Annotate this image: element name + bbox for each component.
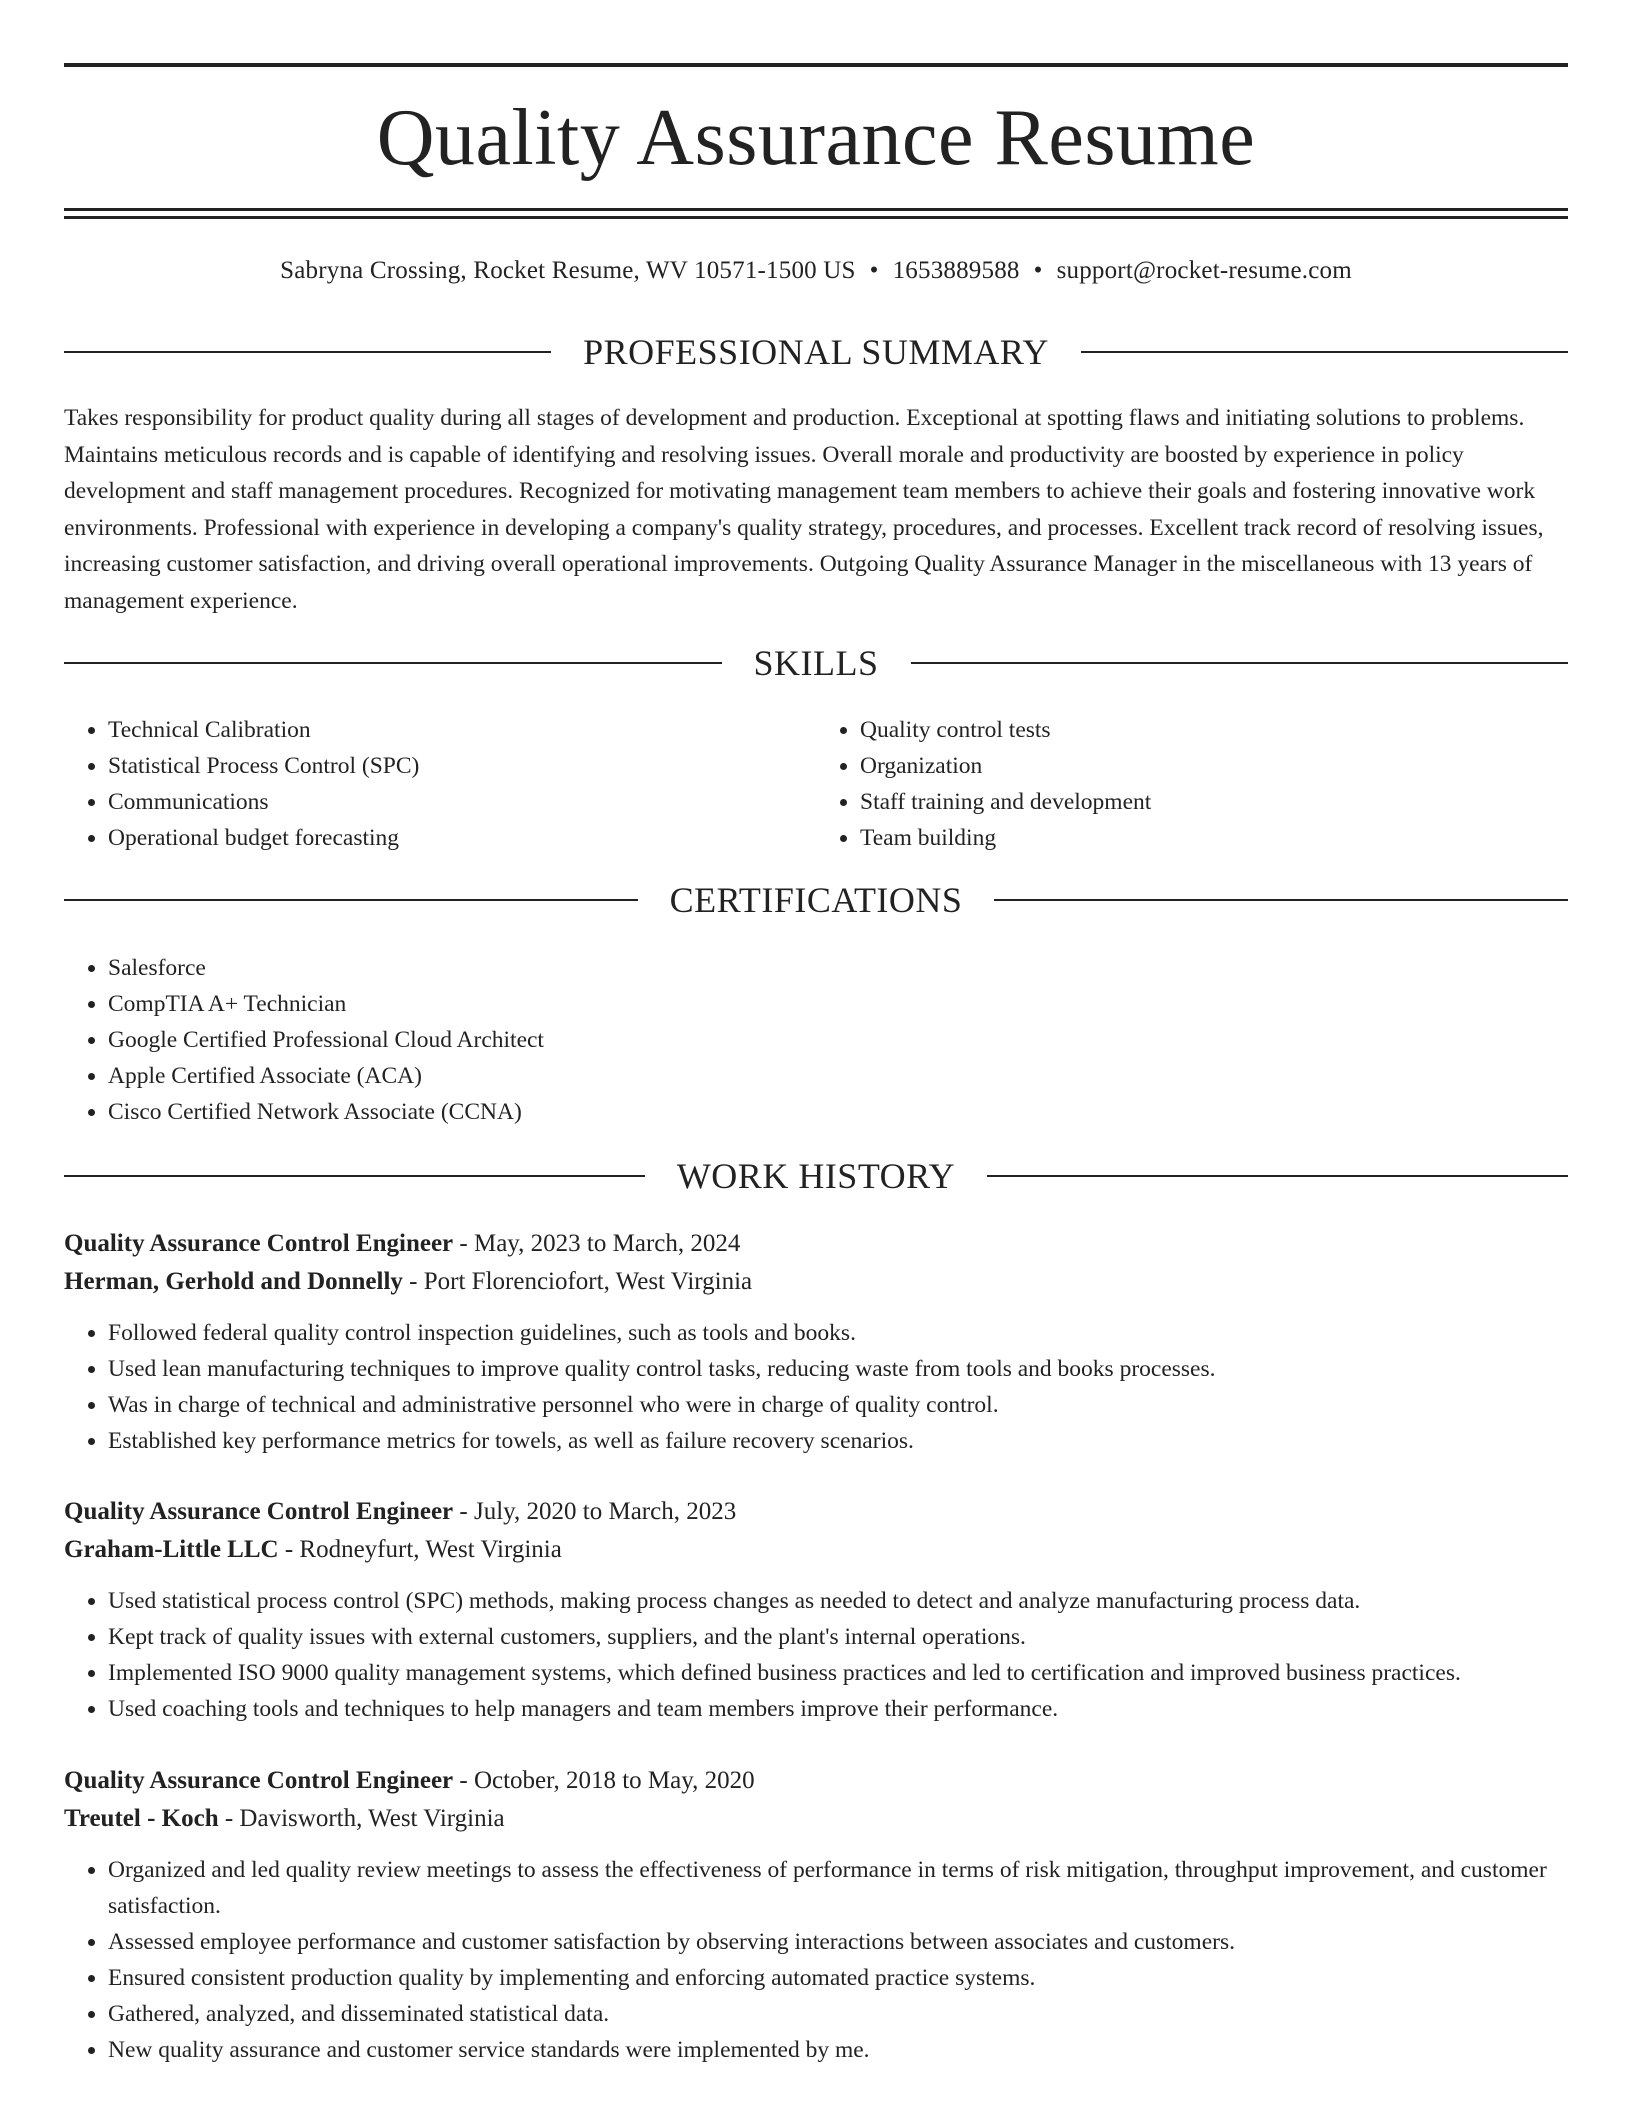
job-title-line	[64, 1225, 1568, 1263]
certifications-list	[64, 950, 1568, 1130]
job-entry	[64, 1762, 1568, 2068]
job-location: - Davisworth, West Virginia	[218, 1805, 505, 1832]
resume-title: Quality Assurance Resume	[376, 94, 1256, 182]
job-title: Quality Assurance Control Engineer	[64, 1230, 454, 1257]
skills-column-left	[64, 712, 816, 856]
section-rule-left	[64, 899, 638, 901]
skill-item: • Team building	[860, 820, 1568, 856]
section-header-work-history	[64, 1154, 1568, 1198]
section-rule-left	[64, 351, 551, 353]
job-dates: - July, 2020 to March, 2023	[453, 1498, 737, 1525]
section-header-certifications	[64, 878, 1568, 922]
section-rule-left	[64, 662, 722, 664]
job-duties	[64, 1315, 1568, 1459]
job-duty-item: • Gathered, analyzed, and disseminated statistical data.	[108, 1996, 1568, 2032]
job-company-line	[64, 1800, 1568, 1838]
certification-item: • CompTIA A+ Technician	[108, 986, 1568, 1022]
contact-phone: 1653889588	[892, 257, 1020, 284]
section-header-summary	[64, 330, 1568, 374]
job-location: - Port Florenciofort, West Virginia	[402, 1268, 753, 1295]
certification-item: • Cisco Certified Network Associate (CCNA)	[108, 1094, 1568, 1130]
job-duty-item: • Used lean manufacturing techniques to improve quality control tasks, reducing waste from tools and books processes.	[108, 1351, 1568, 1387]
section-rule-right	[911, 662, 1569, 664]
skill-item: • Organization	[860, 748, 1568, 784]
section-rule-right	[987, 1175, 1568, 1177]
skills-list	[64, 712, 1568, 856]
section-title: SKILLS	[753, 643, 879, 683]
job-duties	[64, 1852, 1568, 2068]
skill-item: • Technical Calibration	[108, 712, 816, 748]
job-title-line	[64, 1762, 1568, 1800]
job-duty-item: • Was in charge of technical and administrative personnel who were in charge of quality control.	[108, 1387, 1568, 1423]
job-company: Graham-Little LLC	[64, 1536, 279, 1563]
job-duty-item: • Kept track of quality issues with external customers, suppliers, and the plant's internal operations.	[108, 1619, 1568, 1655]
certification-item: • Google Certified Professional Cloud Architect	[108, 1022, 1568, 1058]
job-duty-item: • Used coaching tools and techniques to help managers and team members improve their performance.	[108, 1691, 1568, 1727]
job-company-line	[64, 1263, 1568, 1301]
top-divider	[64, 63, 1568, 67]
skill-item: • Quality control tests	[860, 712, 1568, 748]
job-duty-item: • Implemented ISO 9000 quality management systems, which defined business practices and led to certification and improved business practices.	[108, 1655, 1568, 1691]
job-duty-item: • Assessed employee performance and customer satisfaction by observing interactions between associates and customers.	[108, 1924, 1568, 1960]
skill-item: • Statistical Process Control (SPC)	[108, 748, 816, 784]
certification-item: • Salesforce	[108, 950, 1568, 986]
section-title: PROFESSIONAL SUMMARY	[583, 332, 1049, 372]
title-divider-lower	[64, 216, 1568, 219]
contact-line	[64, 254, 1568, 288]
certification-item: • Apple Certified Associate (ACA)	[108, 1058, 1568, 1094]
contact-address: Sabryna Crossing, Rocket Resume, WV 10571-1500 US	[280, 257, 856, 284]
job-title: Quality Assurance Control Engineer	[64, 1767, 454, 1794]
job-dates: - October, 2018 to May, 2020	[453, 1767, 755, 1794]
job-company-line	[64, 1531, 1568, 1569]
contact-separator: •	[869, 257, 879, 284]
job-entry	[64, 1225, 1568, 1459]
section-header-skills	[64, 641, 1568, 685]
job-location: - Rodneyfurt, West Virginia	[278, 1536, 562, 1563]
section-title: CERTIFICATIONS	[669, 880, 963, 920]
job-duty-item: • Ensured consistent production quality by implementing and enforcing automated practice systems.	[108, 1960, 1568, 1996]
section-rule-right	[1081, 351, 1568, 353]
summary-text: Takes responsibility for product quality during all stages of development and production. Exceptional at spotting flaws and initiating solutions to problems. Maintains meticulous records and is capable of identifying and resolving issues. Overall morale and productivity are boosted by experience in policy development and staff management procedures. Recognized for motivating management team members to achieve their goals and fostering innovative work environments. Professional with experience in developing a company's quality strategy, procedures, and processes. Excellent track record of resolving issues, increasing customer satisfaction, and driving overall operational improvements. Outgoing Quality Assurance Manager in the miscellaneous with 13 years of management experience.	[64, 405, 1544, 614]
skill-item: • Communications	[108, 784, 816, 820]
title-divider-upper	[64, 208, 1568, 211]
job-duties	[64, 1583, 1568, 1727]
skills-column-right	[816, 712, 1568, 856]
job-dates: - May, 2023 to March, 2024	[453, 1230, 741, 1257]
job-duty-item: • Organized and led quality review meetings to assess the effectiveness of performance in terms of risk mitigation, throughput improvement, and customer satisfaction.	[108, 1852, 1568, 1924]
job-duty-item: • New quality assurance and customer service standards were implemented by me.	[108, 2032, 1568, 2068]
contact-separator: •	[1033, 257, 1043, 284]
job-company: Treutel - Koch	[64, 1805, 219, 1832]
contact-email: support@rocket-resume.com	[1056, 257, 1352, 284]
job-entry	[64, 1493, 1568, 1727]
job-duty-item: • Followed federal quality control inspection guidelines, such as tools and books.	[108, 1315, 1568, 1351]
skill-item: • Staff training and development	[860, 784, 1568, 820]
job-duty-item: • Used statistical process control (SPC) methods, making process changes as needed to detect and analyze manufacturing process data.	[108, 1583, 1568, 1619]
section-title: WORK HISTORY	[676, 1156, 956, 1196]
section-rule-left	[64, 1175, 645, 1177]
job-title: Quality Assurance Control Engineer	[64, 1498, 454, 1525]
job-title-line	[64, 1493, 1568, 1531]
job-company: Herman, Gerhold and Donnelly	[64, 1268, 403, 1295]
skill-item: • Operational budget forecasting	[108, 820, 816, 856]
job-duty-item: • Established key performance metrics for towels, as well as failure recovery scenarios.	[108, 1423, 1568, 1459]
section-rule-right	[994, 899, 1568, 901]
